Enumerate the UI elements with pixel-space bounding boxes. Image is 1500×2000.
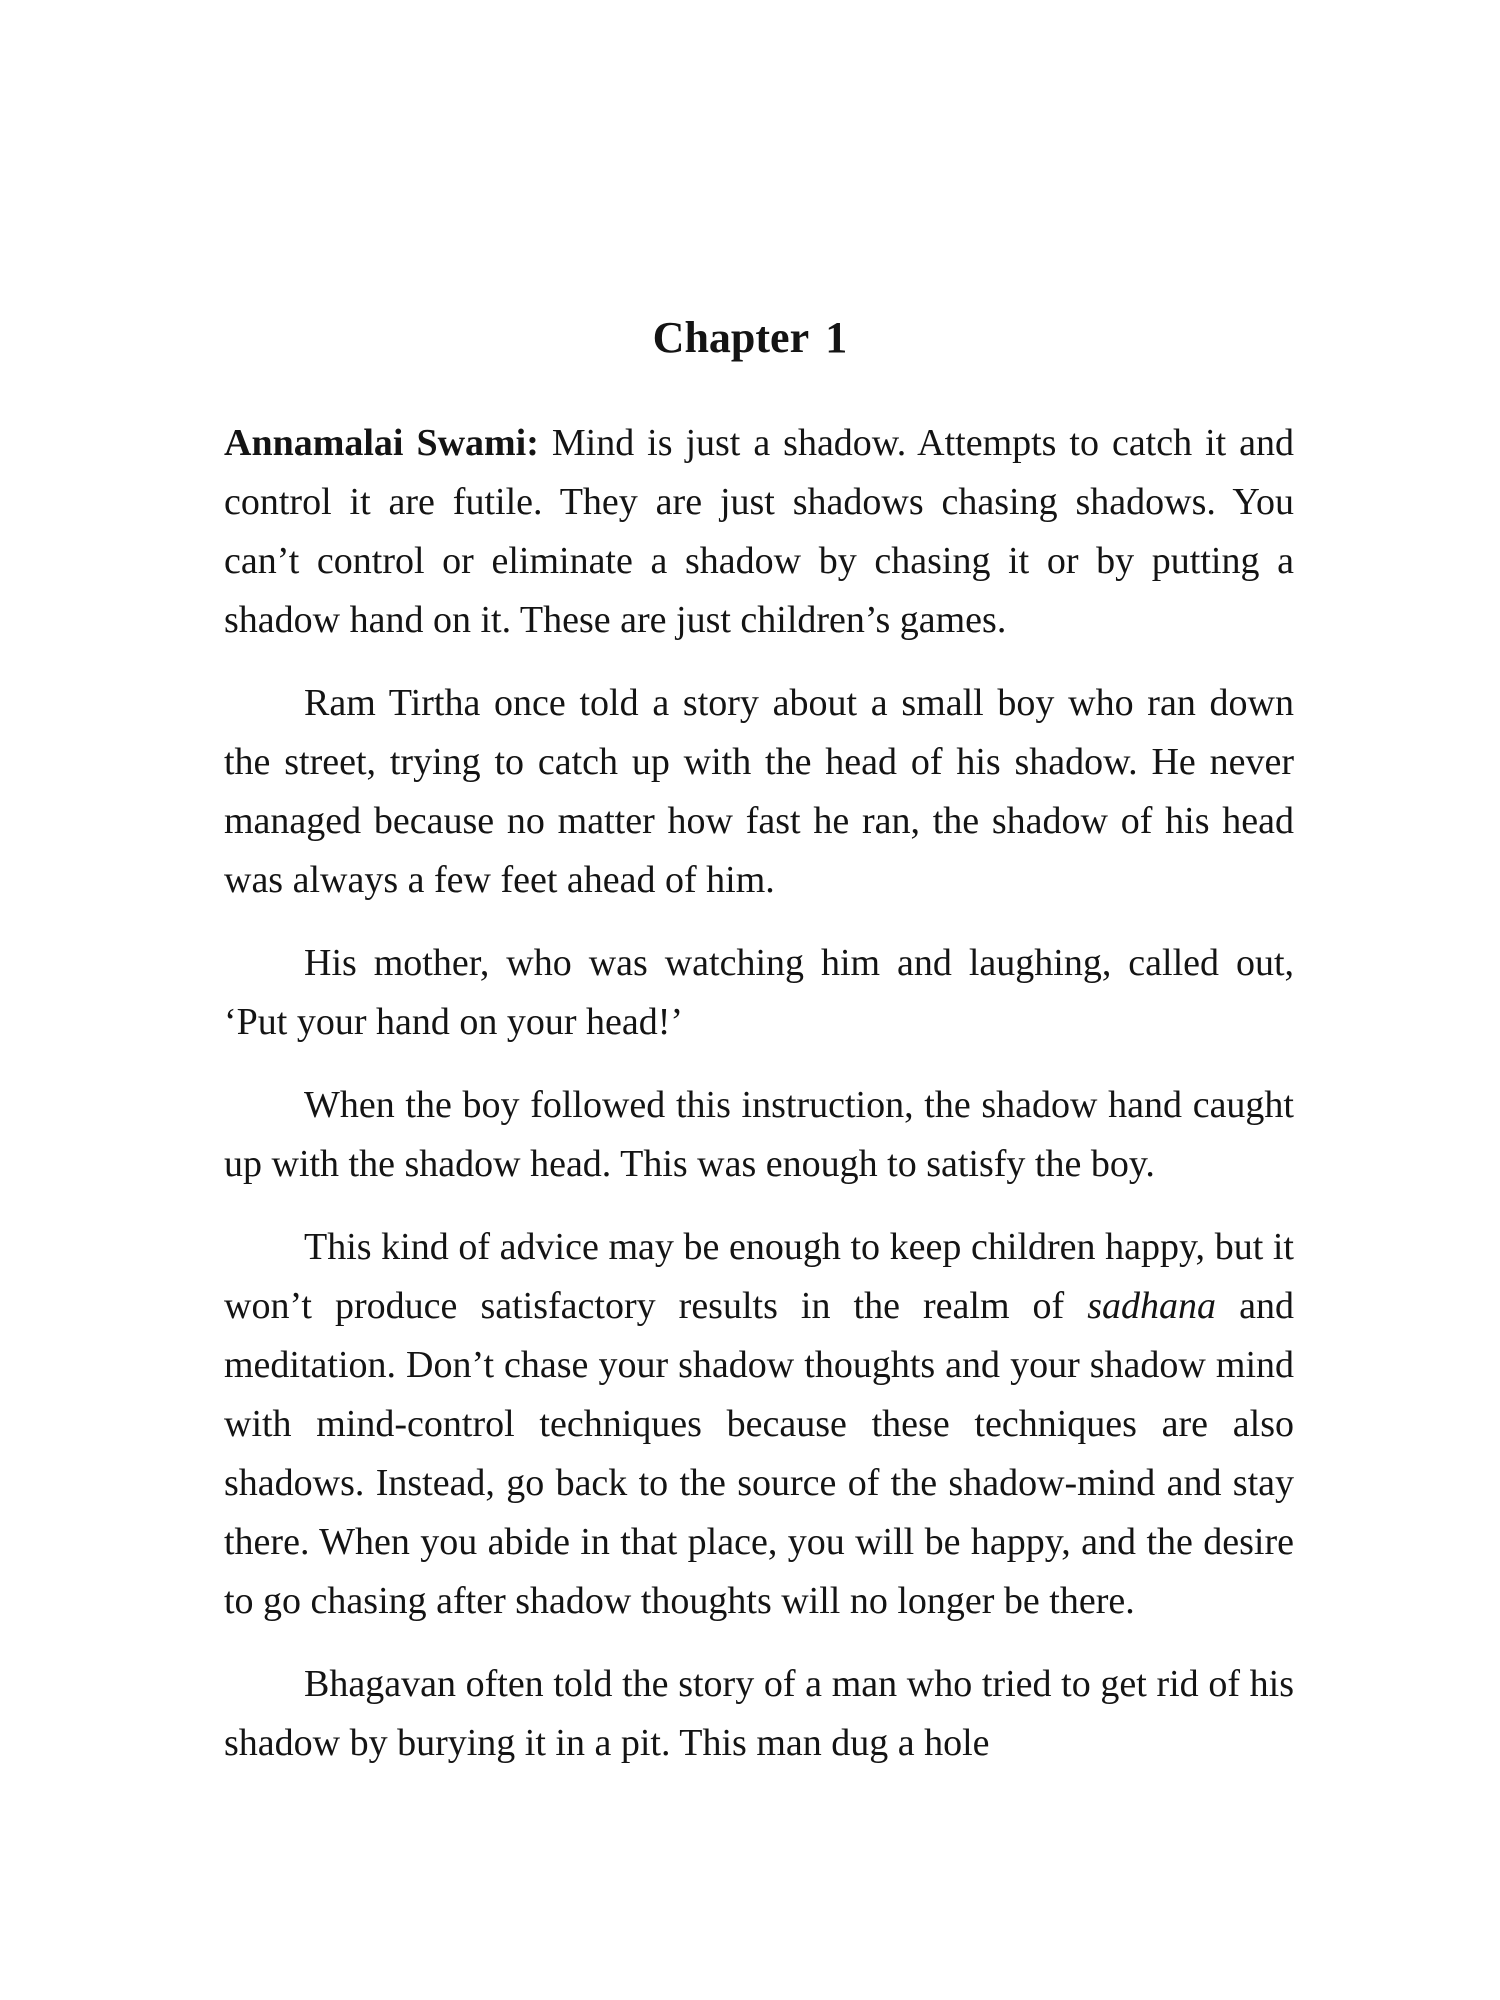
paragraph-3: His mother, who was watching him and laughing, called out, ‘Put your hand on your head!’ [224,942,1294,1043]
paragraph-5-text-before: This kind of advice may be enough to keep children happy, but it won’t produce satisfactory results in the realm of [224,1226,1294,1327]
chapter-title: Chapter 1 [652,313,848,362]
paragraph-5 [224,1218,1294,1631]
paragraph-2: Ram Tirtha once told a story about a small boy who ran down the street, trying to catch up with the head of his shadow. He never managed because no matter how fast he ran, the shadow of his head was always a few feet ahead of him. [224,682,1294,901]
chapter-body [224,414,1294,1797]
paragraph-4: When the boy followed this instruction, the shadow hand caught up with the shadow head. This was enough to satisfy the boy. [224,1084,1294,1185]
paragraph-1 [224,414,1294,650]
speaker-name: Annamalai Swami: [224,422,539,464]
paragraph-6: Bhagavan often told the story of a man who tried to get rid of his shadow by burying it in a pit. This man dug a hole [224,1663,1294,1764]
paragraph-5-text-after: and meditation. Don’t chase your shadow thoughts and your shadow mind with mind-control techniques because these techniques are also shadows. Instead, go back to the source of the shadow-mind and stay there. When you abide in that place, you will be happy, and the desire to go chasing after shadow thoughts will no longer be there. [224,1285,1294,1622]
italic-term: sadhana [1087,1285,1217,1327]
paragraph-1-text: Mind is just a shadow. Attempts to catch it and control it are futile. They are just shadows chasing shadows. You can’t control or eliminate a shadow by chasing it or by putting a shadow hand on it. These are just children’s games. [224,422,1295,641]
